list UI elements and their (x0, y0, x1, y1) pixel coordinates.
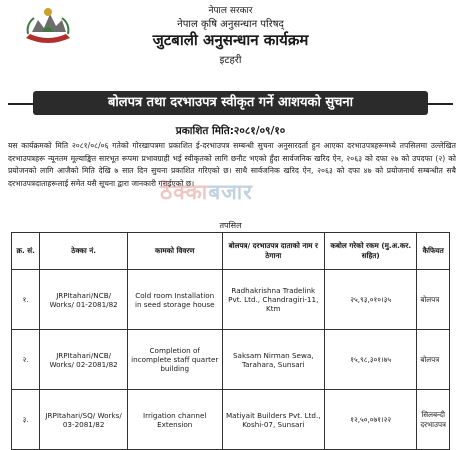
gov-name: नेपाल सरकार (208, 6, 253, 16)
cell-sn: १. (12, 270, 40, 330)
watermark-part1: ठेक्का (160, 180, 209, 204)
header-work: कामको विवरण (127, 233, 222, 270)
header-remark: कैफियत (417, 233, 450, 270)
header-amount: कबोल गरेको रकम (मु.अ.कर. सहित) (325, 233, 417, 270)
council-name: नेपाल कृषि अनुसन्धान परिषद् (177, 19, 284, 30)
cell-amount: १२,५०,०७१।२२ (325, 390, 417, 450)
cell-work: Cold room Installation in seed storage house (127, 270, 222, 330)
table-row (12, 330, 450, 390)
cell-bidder: Saksam Nirman Sewa, Tarahara, Sunsari (222, 330, 325, 390)
cell-work: Irrigation channel Extension (127, 390, 222, 450)
cell-remark: बोलपत्र (417, 330, 450, 390)
program-name: जुटबाली अनुसन्धान कार्यक्रम (152, 31, 309, 49)
award-table (11, 232, 450, 450)
cell-remark: बोलपत्र (417, 270, 450, 330)
cell-amount: २५,९३,०१०।३५ (325, 270, 417, 330)
table-row (12, 270, 450, 330)
header-sn: क्र. सं. (12, 233, 40, 270)
cell-work: Completion of incomplete staff quarter building (127, 330, 222, 390)
notice-body: यस कार्यक्रमको मिति २०८१/०८/०६ गतेको गोरखापत्रमा प्रकाशित ई-दरभाउपत्र सम्बन्धी सुचना अनुसारदर्ता हुन आएका दरभाउपत्रहरूमध्ये तपसिलमा उल्लेखित दरभाउपत्रहरू न्यूनतम मूल्याङ्कित सारभूत रूपमा प्रभावग्राही भई स्वीकृतको लागि छनौट भएको हुँदा सार्वजनिक खरिद ऐन, २०६३ को दफा २७ को उपदफा (२) को प्रयोजनको लागि आजैको मिति देखि ७ सात दिन सुचना प्रकाशित गरिएको छ। साथै सार्वजनिक खरिद ऐन, २०६३ को दफा ४७ को प्रयोजनार्थ सम्बन्धीत सबै दरभाउपत्रदाताहरूलाई समेत यसै सूचना द्वारा जानकारी गराईएको छ। (8, 141, 456, 188)
header-contract: ठेक्का नं. (40, 233, 128, 270)
cell-contract: JRPItahari/NCB/ Works/ 01-2081/82 (40, 270, 128, 330)
cell-sn: २. (12, 330, 40, 390)
cell-bidder: Radhakrishna Tradelink Pvt. Ltd., Chandragiri-11, Ktm (222, 270, 325, 330)
published-date: प्रकाशित मिति:२०८१/०९/१० (175, 125, 286, 137)
table-caption: तपसिल (219, 221, 242, 230)
cell-contract: JRPItahari/NCB/ Works/ 02-2081/82 (40, 330, 128, 390)
location: इटहरी (219, 55, 242, 66)
cell-sn: ३. (12, 390, 40, 450)
header-bidder: बोलपत्र/ दरभाउपत्र दाताको नाम र ठेगाना (222, 233, 325, 270)
watermark (160, 178, 253, 206)
notice-title-banner: बोलपत्र तथा दरभाउपत्र स्वीकृत गर्ने आशयको सुचना (33, 91, 428, 115)
cell-bidder: Matiyait Builders Pvt. Ltd., Koshi-07, Sunsari (222, 390, 325, 450)
cell-contract: JRPItahari/SQ/ Works/ 03-2081/82 (40, 390, 128, 450)
watermark-part2: बजार (208, 180, 253, 204)
cell-amount: १५,९८,३०१।७५ (325, 330, 417, 390)
cell-remark: सिलबन्दी दरभाउपत्र (417, 390, 450, 450)
table-row (12, 390, 450, 450)
table-header-row (12, 233, 450, 270)
